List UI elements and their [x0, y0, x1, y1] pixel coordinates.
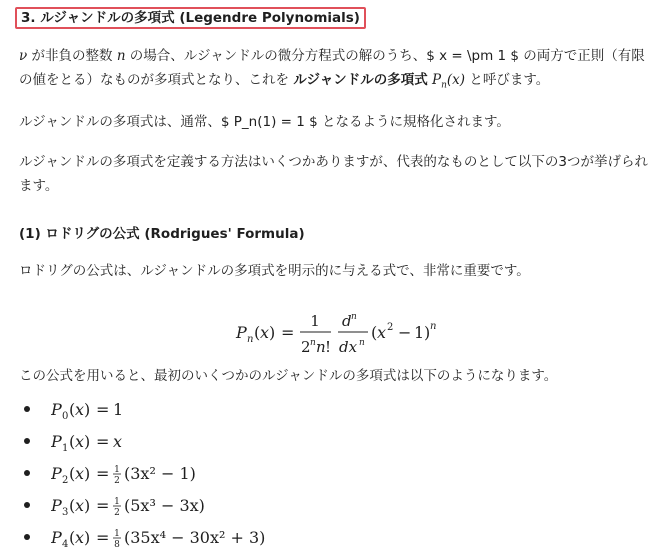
svg-text:0: 0 [62, 410, 69, 422]
svg-text:): ) [84, 431, 91, 451]
svg-text:): ) [84, 463, 91, 483]
list-item [19, 490, 311, 522]
svg-text:n: n [430, 321, 437, 332]
svg-text:4: 4 [62, 538, 69, 550]
svg-text:2: 2 [114, 475, 120, 486]
intro-text-2: の場合、ルジャンドルの微分方程式の解のうち、$ x = \pm 1 $ の両方で正則（有限の値をとる）なものが多項式となり、これを [19, 48, 645, 88]
svg-text:x: x [75, 431, 85, 451]
svg-text:(3x² − 1): (3x² − 1) [124, 463, 196, 483]
svg-text:2: 2 [62, 474, 69, 486]
bullet-dot [24, 438, 30, 444]
p1-formula [51, 429, 181, 455]
svg-text:n: n [316, 338, 326, 356]
svg-text:2: 2 [387, 322, 394, 333]
svg-text:x: x [377, 323, 387, 342]
svg-text:x: x [75, 463, 85, 483]
polynomial-list [19, 394, 311, 554]
svg-text:x: x [260, 323, 270, 342]
svg-text:=: = [281, 323, 295, 342]
normalization-paragraph: ルジャンドルの多項式は、通常、$ P_n(1) = 1 $ となるように規格化されます。 [19, 114, 510, 130]
svg-text:): ) [424, 323, 431, 342]
svg-text:!: ! [325, 338, 332, 356]
svg-text:n: n [351, 312, 357, 322]
svg-text:1: 1 [114, 528, 120, 539]
svg-text:P: P [51, 527, 62, 547]
bullet-dot [24, 470, 30, 476]
svg-text:(: ( [69, 431, 76, 451]
svg-text:=: = [96, 495, 110, 515]
svg-text:2: 2 [301, 338, 311, 356]
svg-text:(: ( [69, 495, 76, 515]
rodrigues-description: ロドリグの公式は、ルジャンドルの多項式を明示的に与える式で、非常に重要です。 [19, 263, 530, 279]
svg-text:1: 1 [114, 464, 120, 475]
svg-text:=: = [96, 399, 110, 419]
svg-text:=: = [96, 431, 110, 451]
list-intro: この公式を用いると、最初のいくつかのルジャンドルの多項式は以下のようになります。 [19, 368, 558, 384]
pn-symbol: $P_n(x)$ [432, 72, 466, 91]
p2-formula [51, 461, 251, 487]
svg-text:8: 8 [114, 539, 120, 550]
n-symbol: n [116, 48, 126, 64]
svg-text:n: n [247, 334, 254, 345]
p4-formula [51, 525, 311, 551]
svg-text:P: P [51, 399, 62, 419]
svg-text:n: n [359, 338, 365, 348]
svg-text:P: P [51, 495, 62, 515]
intro-text-3: と呼びます。 [465, 72, 550, 88]
p0-formula [51, 397, 181, 423]
list-item [19, 426, 311, 458]
svg-text:−: − [398, 323, 412, 342]
bullet-dot [24, 502, 30, 508]
svg-text:=: = [96, 527, 110, 547]
svg-text:dx: dx [339, 338, 358, 356]
svg-text:2: 2 [114, 507, 120, 518]
svg-text:1: 1 [62, 442, 69, 454]
bullet-dot [24, 406, 30, 412]
svg-text:): ) [84, 399, 91, 419]
rodrigues-formula [19, 305, 651, 363]
p3-formula [51, 493, 251, 519]
definitions-paragraph: ルジャンドルの多項式を定義する方法はいくつかありますが、代表的なものとして以下の3つが挙げられます。 [19, 154, 648, 194]
svg-text:x: x [113, 431, 123, 451]
svg-text:(: ( [69, 527, 76, 547]
intro-paragraph [19, 44, 651, 98]
rodrigues-heading: (1) ロドリグの公式 (Rodrigues' Formula) [19, 226, 305, 242]
svg-text:): ) [84, 495, 91, 515]
svg-text:(: ( [69, 399, 76, 419]
svg-text:(: ( [254, 323, 261, 342]
svg-text:1: 1 [114, 496, 120, 507]
legendre-term: ルジャンドルの多項式 [293, 72, 428, 88]
bullet-dot [24, 534, 30, 540]
svg-text:n: n [310, 338, 316, 348]
svg-text:1: 1 [113, 399, 124, 419]
svg-text:(: ( [69, 463, 76, 483]
svg-text:(5x³ − 3x): (5x³ − 3x) [124, 495, 205, 515]
svg-text:x: x [75, 495, 85, 515]
list-item [19, 394, 311, 426]
svg-text:1: 1 [414, 323, 425, 342]
svg-text:x: x [75, 527, 85, 547]
svg-text:P: P [236, 323, 247, 342]
nu-symbol: ν [19, 48, 28, 64]
list-item [19, 458, 311, 490]
svg-text:P: P [51, 463, 62, 483]
section-heading: 3. ルジャンドルの多項式 (Legendre Polynomials) [15, 7, 366, 29]
svg-text:1: 1 [310, 312, 320, 330]
svg-text:(: ( [371, 323, 378, 342]
svg-text:(35x⁴ − 30x² + 3): (35x⁴ − 30x² + 3) [124, 527, 266, 547]
svg-text:x: x [75, 399, 85, 419]
svg-text:3: 3 [62, 506, 69, 518]
svg-text:): ) [84, 527, 91, 547]
svg-text:=: = [96, 463, 110, 483]
svg-text:d: d [342, 312, 352, 330]
list-item [19, 522, 311, 554]
svg-text:P: P [51, 431, 62, 451]
svg-text:): ) [269, 323, 276, 342]
intro-text-1: が非負の整数 [27, 48, 117, 64]
